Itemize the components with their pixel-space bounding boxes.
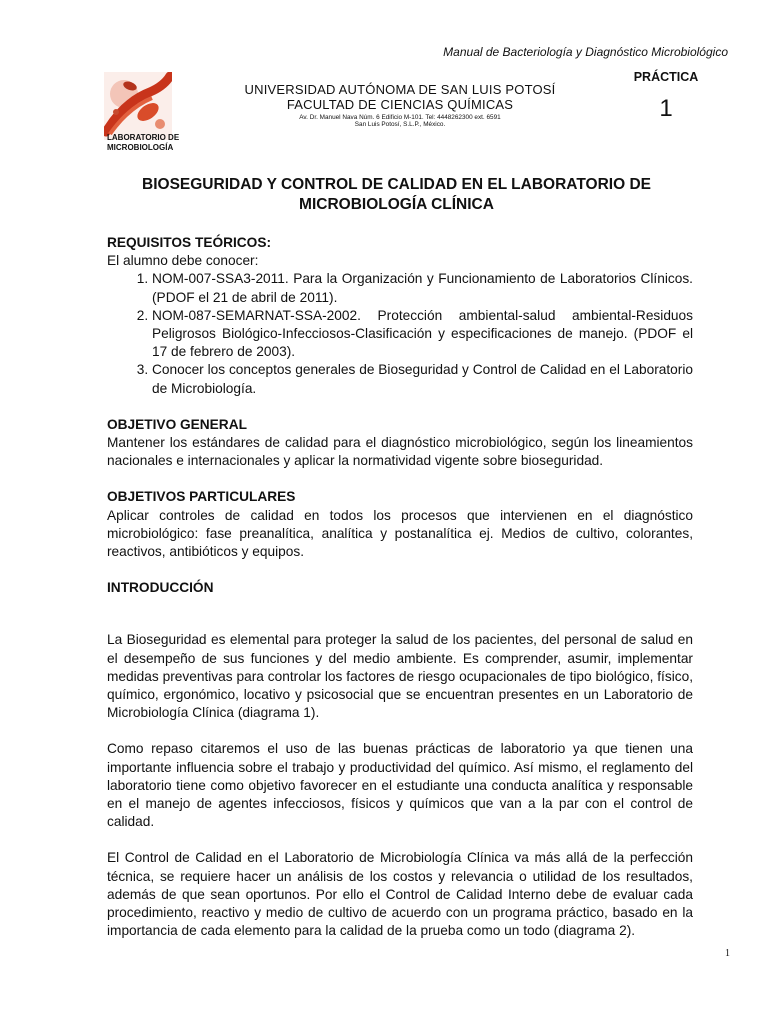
list-item: 1. NOM-007-SSA3-2011. Para la Organización y Funcionamiento de Laboratorios Clínicos. (PDOF el 21 de abril de 2011). <box>152 270 693 306</box>
objetivo-general-heading: OBJETIVO GENERAL <box>107 416 247 432</box>
faculty-name: FACULTAD DE CIENCIAS QUÍMICAS <box>286 97 514 112</box>
intro-paragraph: El Control de Calidad en el Laboratorio de Microbiología Clínica va más allá de la perfección técnica, se requiere hacer un análisis de los costos y relevancia o utilidad de los resultados, además de que sean oportunos. Por ello el Control de Calidad Interno debe de evaluar cada procedimiento, reactivo y medio de cultivo de acuerdo con un programa práctico, basado en la importancia de cada elemento para la calidad de la prueba como un todo (diagrama 2). <box>107 850 693 939</box>
logo-caption-line2: MICROBIOLOGÍA <box>107 143 174 152</box>
list-item: 2. NOM-087-SEMARNAT-SSA-2002. Protección ambiental-salud ambiental-Residuos Peligrosos Biológico-Infecciosos-Clasificación y especificaciones de manejo. (PDOF el 17 de febrero de 2003). <box>152 307 693 362</box>
manual-title: Manual de Bacteriología y Diagnóstico Microbiológico <box>443 45 728 59</box>
objetivos-particulares-text: Aplicar controles de calidad en todos los procesos que intervienen en el diagnóstico microbiológico: fase preanalítica, analítica y postanalítica ej. Medios de cultivo, colorantes, reactivos, antibióticos y equipos. <box>107 507 693 560</box>
city-line: San Luis Potosí, S.L.P., México. <box>354 121 446 128</box>
requisitos-heading: REQUISITOS TEÓRICOS: <box>107 235 272 250</box>
objetivos-particulares-heading: OBJETIVOS PARTICULARES <box>107 489 296 505</box>
list-item: 3. Conocer los conceptos generales de Bioseguridad y Control de Calidad en el Laboratorio de Microbiología. <box>152 361 693 397</box>
practice-label: PRÁCTICA <box>633 70 699 84</box>
intro-paragraph: Como repaso citaremos el uso de las buenas prácticas de laboratorio ya que tienen una importante influencia sobre el trabajo y productividad del químico. Así mismo, el reglamento del laboratorio tiene como objetivo favorecer en el estudiante una conducta analítica y responsable en el manejo de agentes infecciosos, físicos y químicos que van a la par con el control de calidad. <box>107 741 693 830</box>
university-header <box>200 0 600 128</box>
page-number: 1 <box>725 948 730 959</box>
requisitos-intro: El alumno debe conocer: <box>107 253 259 269</box>
address-line: Av. Dr. Manuel Nava Núm. 6 Edificio M-101. Tel: 4448262300 ext. 6591 <box>299 114 501 121</box>
laboratory-logo <box>104 72 172 140</box>
intro-paragraph: La Bioseguridad es elemental para proteger la salud de los pacientes, del personal de salud en el desempeño de sus funciones y del medio ambiente. Es comprender, asumir, implementar medidas preventivas para controlar los factores de riesgo ocupacionales de tipo biológico, físico, químico, ergonómico, locativo y psicosocial que se encuentran presentes en un Laboratorio de Microbiología Clínica (diagrama 1). <box>107 632 693 721</box>
practice-number: 1 <box>659 95 673 122</box>
document-title: BIOSEGURIDAD Y CONTROL DE CALIDAD EN EL LABORATORIO DE MICROBIOLOGÍA CLÍNICA <box>142 176 651 213</box>
logo-caption <box>107 133 197 153</box>
requisitos-list <box>107 270 693 397</box>
introduccion-heading: INTRODUCCIÓN <box>107 580 214 596</box>
objetivo-general-text: Mantener los estándares de calidad para el diagnóstico microbiológico, según los lineamientos nacionales e internacionales y aplicar la normatividad vigente sobre bioseguridad. <box>107 435 693 469</box>
logo-caption-line1: LABORATORIO DE <box>107 133 180 142</box>
document-body <box>107 234 693 941</box>
university-name: UNIVERSIDAD AUTÓNOMA DE SAN LUIS POTOSÍ <box>244 82 556 97</box>
